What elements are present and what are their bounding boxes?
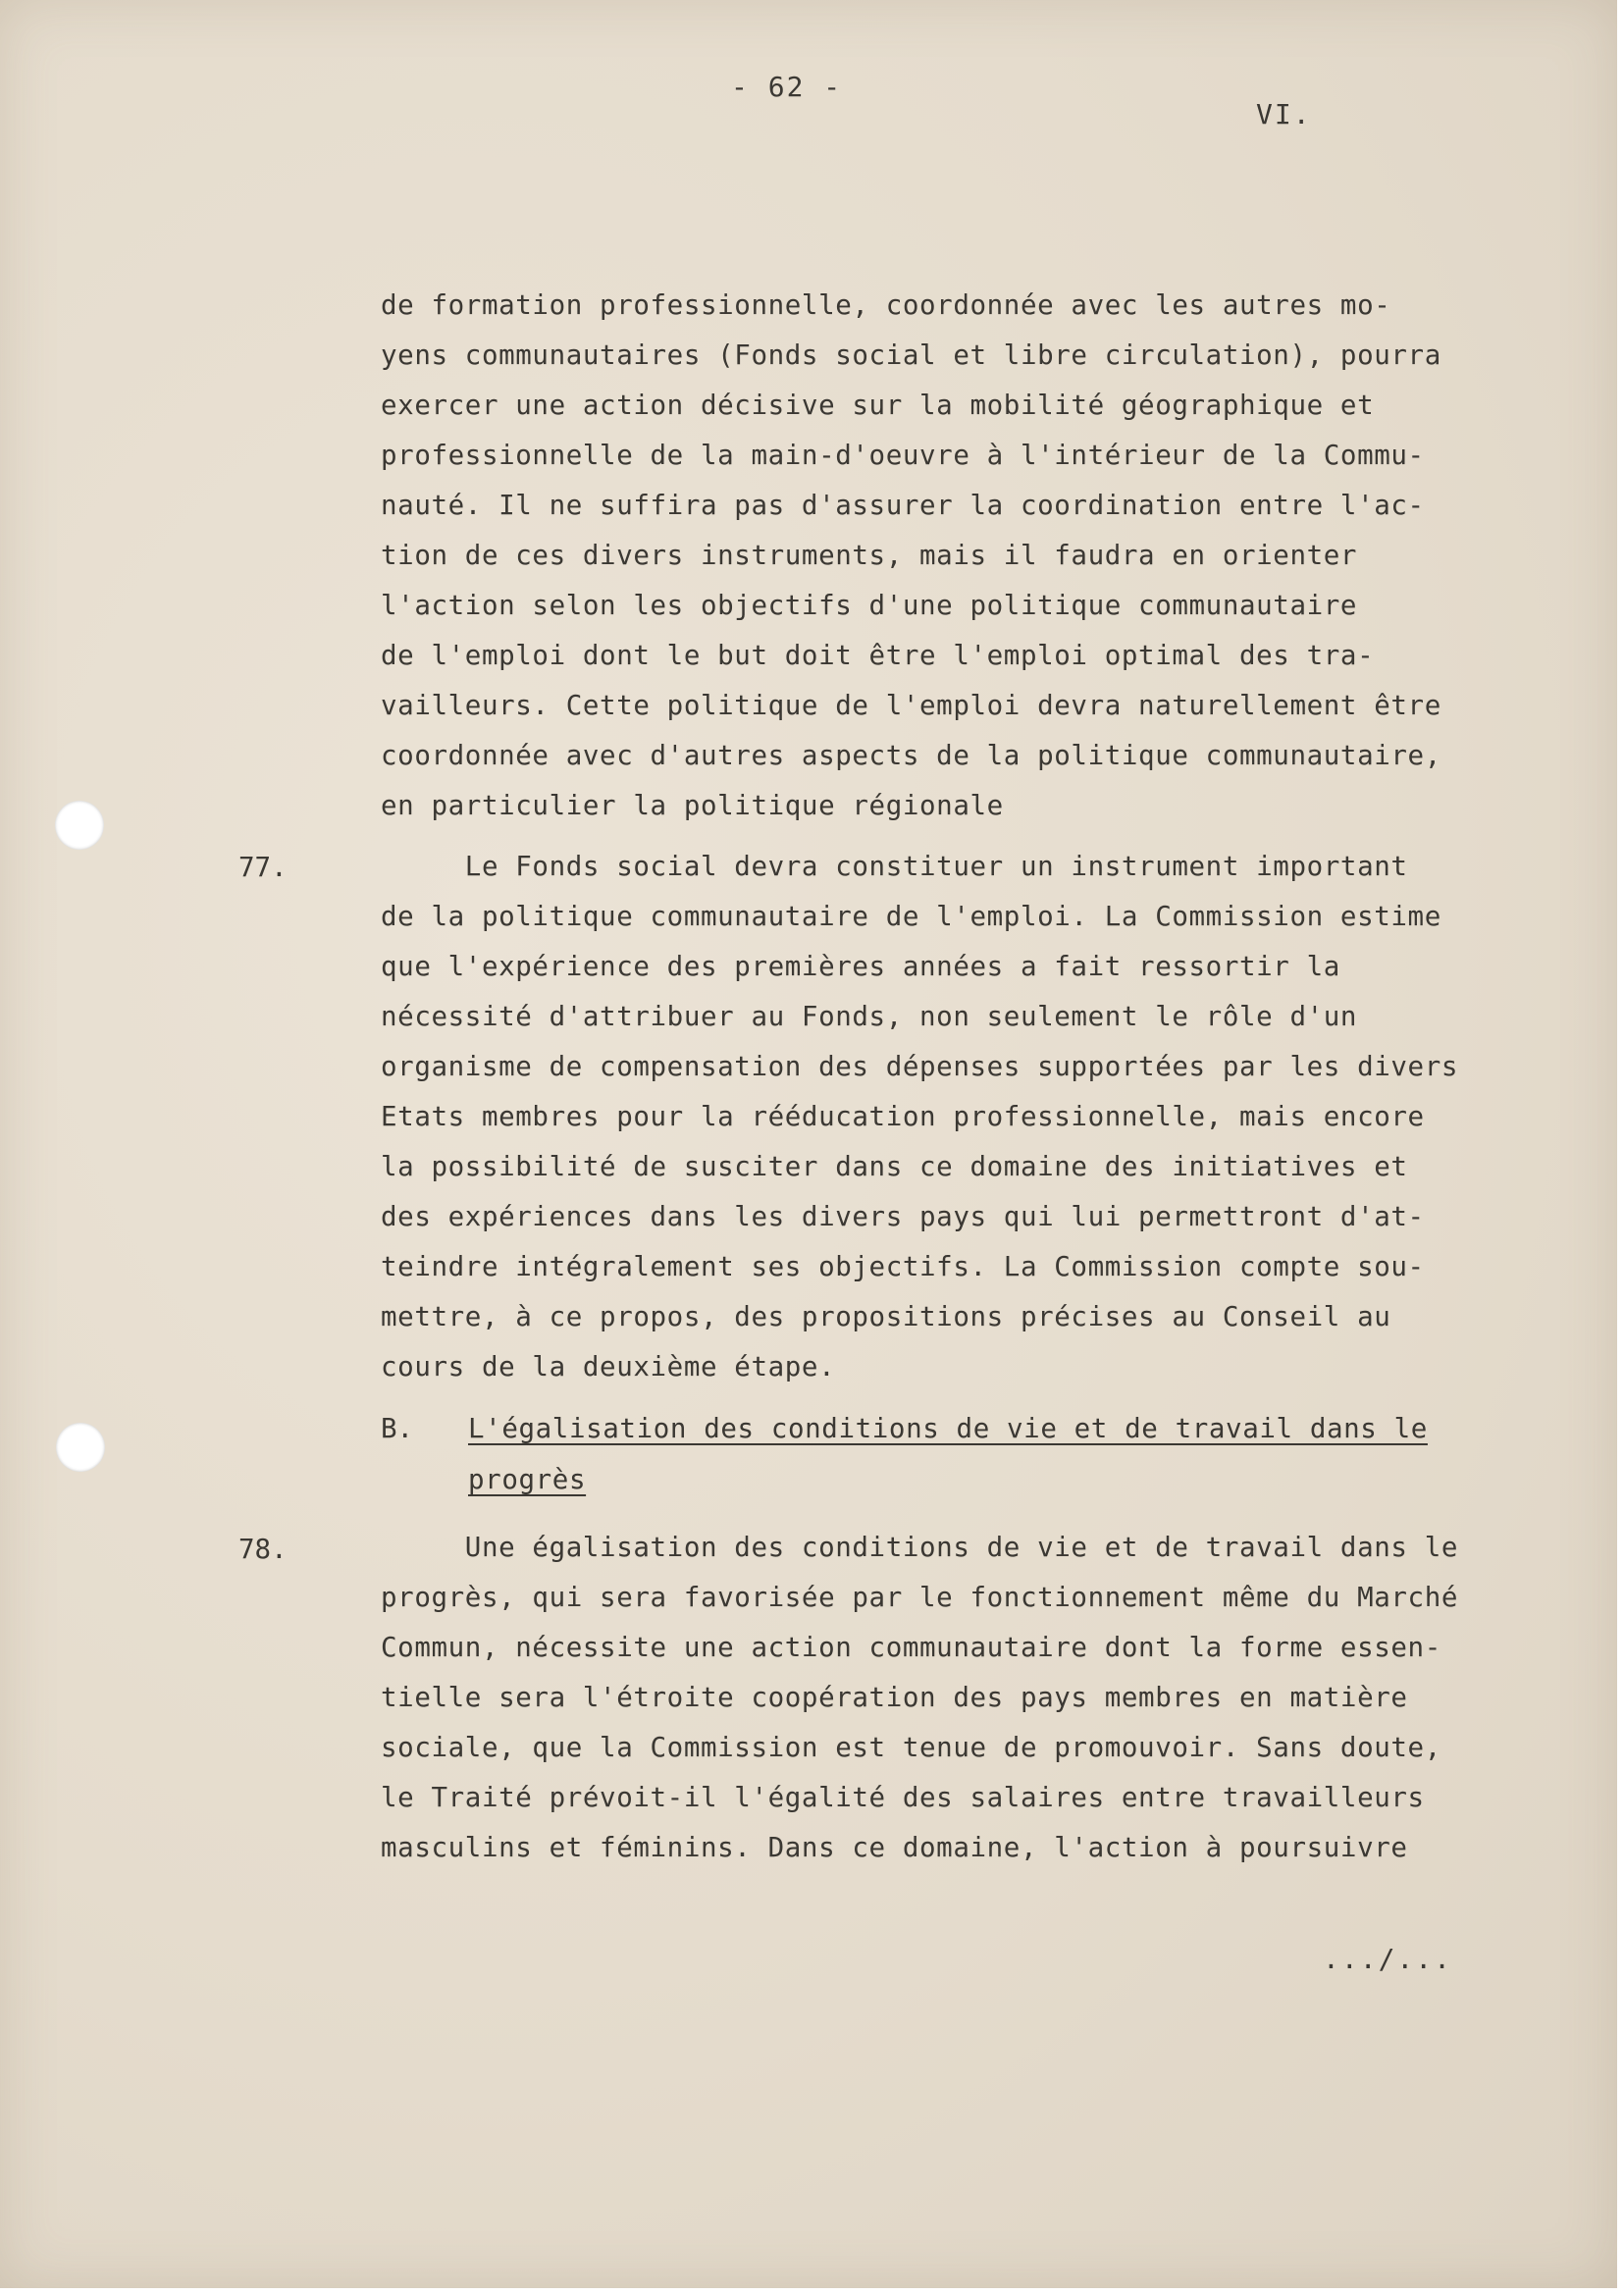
text-line: que l'expérience des premières années a fait ressortir la (381, 951, 1340, 982)
text-line: mettre, à ce propos, des propositions précises au Conseil au (381, 1301, 1391, 1332)
text-line: nauté. Il ne suffira pas d'assurer la coordination entre l'ac- (381, 490, 1425, 521)
section-number: VI. (1256, 98, 1312, 130)
text-line: tielle sera l'étroite coopération des pays membres en matière (381, 1682, 1408, 1713)
text-line: exercer une action décisive sur la mobilité géographique et (381, 390, 1375, 421)
text-line: Etats membres pour la rééducation professionnelle, mais encore (381, 1101, 1425, 1132)
text-line: Commun, nécessite une action communautaire dont la forme essen- (381, 1632, 1441, 1663)
punch-hole (56, 1423, 105, 1472)
text-line: sociale, que la Commission est tenue de promouvoir. Sans doute, (381, 1732, 1441, 1763)
text-line: nécessité d'attribuer au Fonds, non seulement le rôle d'un (381, 1001, 1358, 1032)
text-line: cours de la deuxième étape. (381, 1351, 836, 1382)
text-line: teindre intégralement ses objectifs. La Commission compte sou- (381, 1251, 1425, 1282)
text-line: yens communautaires (Fonds social et libre circulation), pourra (381, 339, 1441, 371)
text-line: vailleurs. Cette politique de l'emploi devra naturellement être (381, 690, 1441, 721)
paragraph-number: 78. (238, 1534, 288, 1565)
text-line: la possibilité de susciter dans ce domaine des initiatives et (381, 1151, 1408, 1182)
section-letter: B. (381, 1413, 414, 1444)
text-line: masculins et féminins. Dans ce domaine, l'action à poursuivre (381, 1832, 1408, 1863)
text-line: professionnelle de la main-d'oeuvre à l'intérieur de la Commu- (381, 440, 1425, 471)
text-line: de formation professionnelle, coordonnée avec les autres mo- (381, 289, 1391, 321)
text-line: progrès, qui sera favorisée par le fonctionnement même du Marché (381, 1582, 1459, 1613)
text-line: coordonnée avec d'autres aspects de la politique communautaire, (381, 740, 1441, 771)
text-line: en particulier la politique régionale (381, 790, 1004, 821)
text-line: tion de ces divers instruments, mais il faudra en orienter (381, 540, 1358, 571)
punch-hole (55, 801, 104, 850)
text-line: de l'emploi dont le but doit être l'emploi optimal des tra- (381, 640, 1375, 671)
text-line: des expériences dans les divers pays qui lui permettront d'at- (381, 1201, 1425, 1232)
paragraph-number: 77. (238, 852, 288, 883)
text-line: Le Fonds social devra constituer un instrument important (381, 851, 1408, 882)
text-line: organisme de compensation des dépenses supportées par les divers (381, 1051, 1459, 1082)
text-line: Une égalisation des conditions de vie et de travail dans le (381, 1532, 1459, 1563)
text-line: le Traité prévoit-il l'égalité des salaires entre travailleurs (381, 1782, 1425, 1813)
text-line: de la politique communautaire de l'emploi. La Commission estime (381, 901, 1441, 932)
continuation-mark: .../... (1323, 1943, 1453, 1975)
section-title-line: progrès (468, 1464, 587, 1495)
section-title-line: L'égalisation des conditions de vie et de travail dans le (468, 1413, 1428, 1444)
text-line: l'action selon les objectifs d'une politique communautaire (381, 590, 1358, 621)
page-number: - 62 - (731, 71, 843, 103)
